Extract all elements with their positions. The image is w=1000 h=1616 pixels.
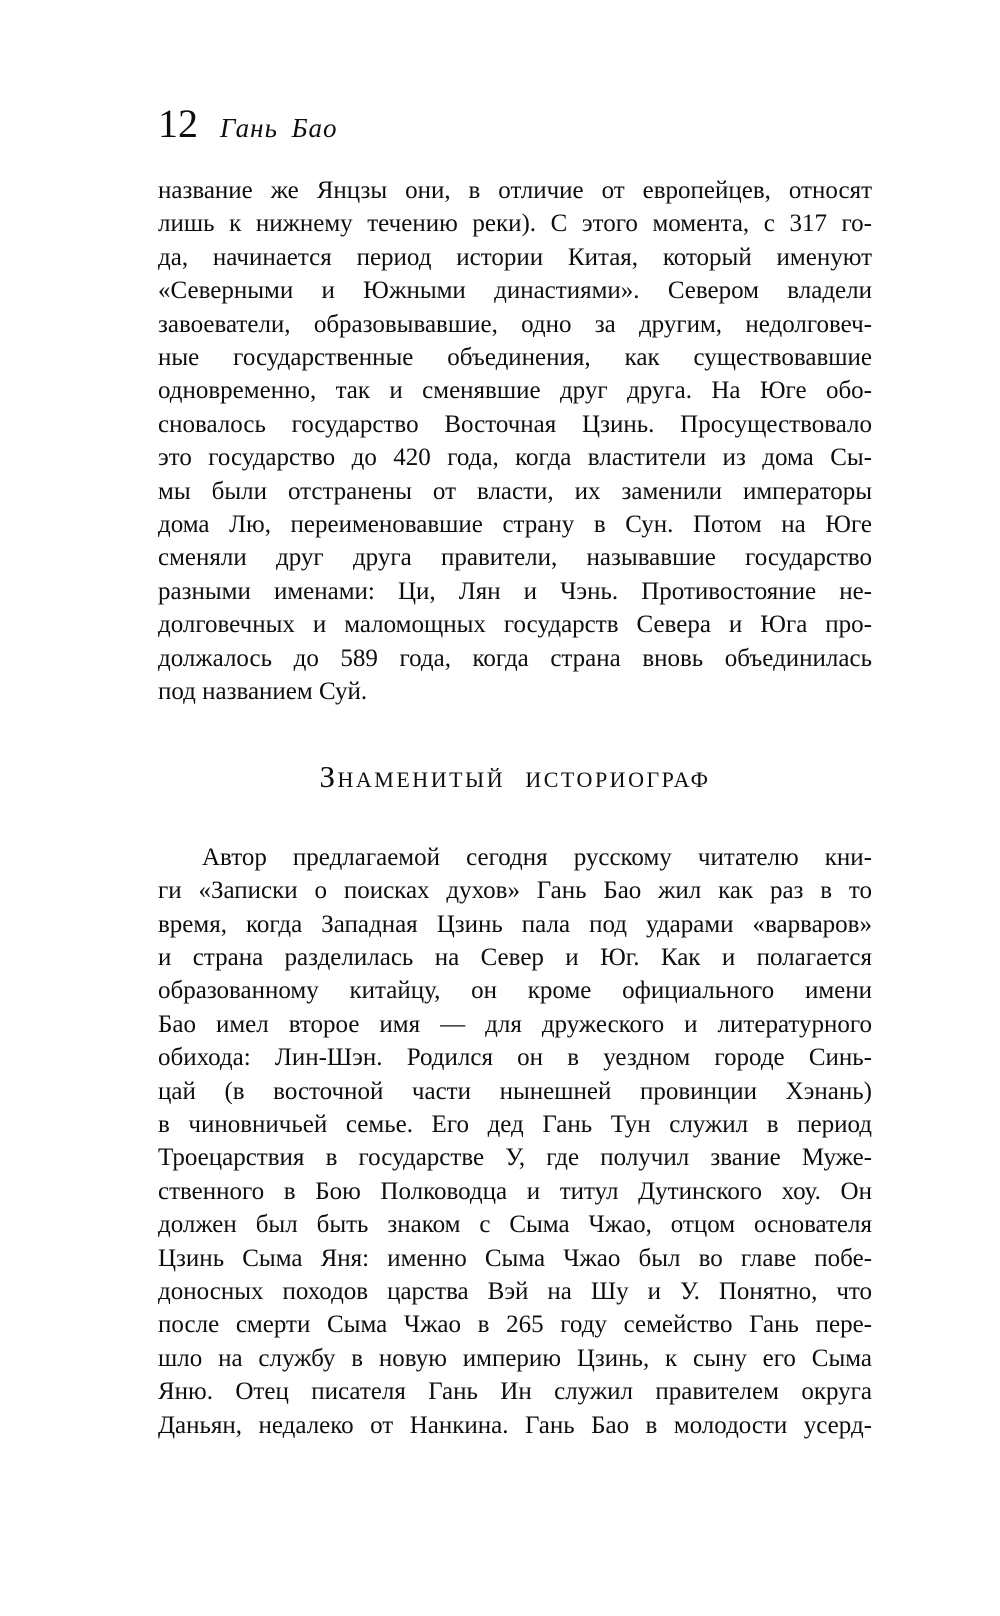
text-column <box>158 101 872 1442</box>
text-line: в чиновничьей семье. Его дед Гань Тун служил в период <box>158 1110 872 1138</box>
text-line: должалось до 589 года, когда страна вновь объединилась <box>158 644 872 672</box>
page-number: 12 <box>158 101 198 146</box>
text-line: должен был быть знаком с Сыма Чжао, отцом основателя <box>158 1211 872 1239</box>
text-line: «Северными и Южными династиями». Севером владели <box>158 277 872 305</box>
running-title: Гань Бао <box>220 113 338 143</box>
text-line: Яню. Отец писателя Гань Ин служил правителем округа <box>158 1378 872 1406</box>
text-line: ги «Записки о поисках духов» Гань Бао жил как раз в то <box>158 877 872 905</box>
text-line: шло на службу в новую империю Цзинь, к сыну его Сыма <box>158 1344 872 1372</box>
text-line: сменяли друг друга правители, называвшие государство <box>158 544 872 572</box>
text-line: Даньян, недалеко от Нанкина. Гань Бао в молодости усерд- <box>158 1411 872 1439</box>
paragraph-2 <box>158 841 872 1442</box>
text-line: разными именами: Ци, Лян и Чэнь. Противостояние не- <box>158 577 872 605</box>
text-line: Бао имел второе имя — для дружеского и литературного <box>158 1010 872 1038</box>
text-line: дома Лю, переименовавшие страну в Сун. Потом на Юге <box>158 511 872 539</box>
section-heading: Знаменитый историограф <box>319 758 711 794</box>
text-line: сновалось государство Восточная Цзинь. Просуществовало <box>158 410 872 438</box>
text-line: лишь к нижнему течению реки). С этого момента, с 317 го- <box>158 210 872 238</box>
text-line: ные государственные объединения, как существовавшие <box>158 344 872 372</box>
text-line: одновременно, так и сменявшие друг друга. На Юге обо- <box>158 377 872 405</box>
text-line: образованному китайцу, он кроме официального имени <box>158 977 872 1005</box>
paragraph-1 <box>158 174 872 709</box>
text-line: Троецарствия в государстве У, где получил звание Муже- <box>158 1144 872 1172</box>
page-header <box>158 101 872 146</box>
text-line: название же Янцзы они, в отличие от европейцев, относят <box>158 177 872 204</box>
text-line: и страна разделилась на Север и Юг. Как и полагается <box>158 943 872 971</box>
text-line: под названием Суй. <box>158 678 368 706</box>
text-line: мы были отстранены от власти, их заменили императоры <box>158 477 872 505</box>
text-line: это государство до 420 года, когда властители из дома Сы- <box>158 444 872 472</box>
text-line: цай (в восточной части нынешней провинции Хэнань) <box>158 1077 872 1105</box>
text-line: Цзинь Сыма Яня: именно Сыма Чжао был во главе побе- <box>158 1244 872 1272</box>
text-line: обихода: Лин-Шэн. Родился он в уездном городе Синь- <box>158 1044 872 1072</box>
text-line: да, начинается период истории Китая, который именуют <box>158 243 872 271</box>
text-line: ственного в Бою Полководца и титул Дутинского хоу. Он <box>158 1177 872 1205</box>
text-line: долговечных и маломощных государств Севера и Юга про- <box>158 611 872 639</box>
text-line: после смерти Сыма Чжао в 265 году семейство Гань пере- <box>158 1311 872 1339</box>
text-line: завоеватели, образовывавшие, одно за другим, недолговеч- <box>158 310 872 338</box>
text-line: время, когда Западная Цзинь пала под ударами «варваров» <box>158 910 872 938</box>
text-line: Автор предлагаемой сегодня русскому читателю кни- <box>202 843 872 871</box>
text-line: доносных походов царства Вэй на Шу и У. Понятно, что <box>158 1277 872 1305</box>
